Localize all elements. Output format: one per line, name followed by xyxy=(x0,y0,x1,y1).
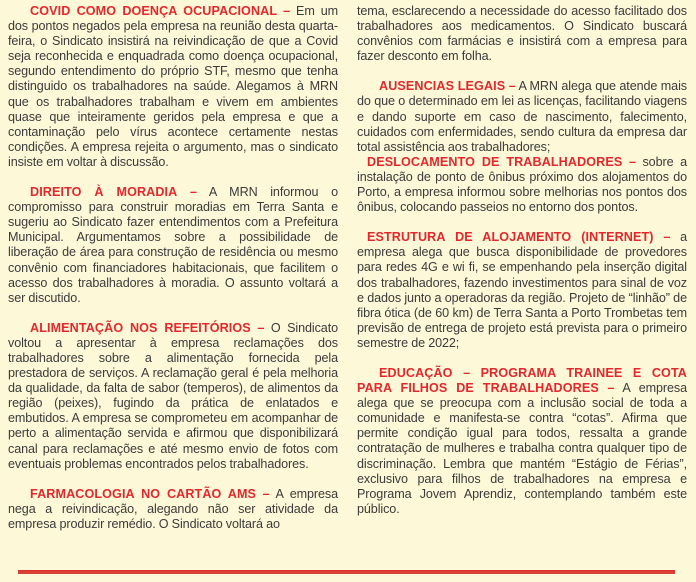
section-body-educacao: A empresa alega que se preocupa com a inclusão social de toda a comunidade e manifesta-se contra “cotas”. Afirma que permite condição igual para todos, ressalta a grande contratação de mulheres e trabalha contra qualquer tipo de discriminação. Lembra que mantém “Estágio de Férias”, exclusivo para filhos de trabalhadores na empresa e Programa Jovem Aprendiz, contemplando também este público. xyxy=(357,381,687,516)
section-gap xyxy=(8,306,338,321)
section-heading-moradia: DIREITO À MORADIA xyxy=(30,185,178,200)
heading-dash: – xyxy=(262,486,270,501)
section-heading-ausencias: AUSENCIAS LEGAIS xyxy=(379,79,506,94)
section-body-covid: Em um dos pontos negados pela empresa na reunião desta quarta-feira, o Sindicato insistirá na reivindicação de que a Covid seja reconhecida e enquadrada como doença ocupacional, segundo entendimento do próprio STF, mesmo que tenha distinguido os trabalhadores na saúde. Alegamos à MRN que os trabalhadores trabalham e vivem em ambientes quase que inteiramente geridos pela empresa e que a contaminação pelo vírus acontece certamente nestas condições. A empresa rejeita o argumento, mas o sindicato insiste em voltar à discussão. xyxy=(8,4,338,169)
section-body-farmacologia: A empresa nega a reivindicação, alegando não ser atividade da empresa produzir remédio. O Sindicato voltará ao xyxy=(8,486,338,531)
section-gap xyxy=(8,472,338,487)
right-column xyxy=(357,4,687,517)
bottom-divider-rule xyxy=(18,570,675,574)
heading-dash: – xyxy=(607,381,615,396)
left-column xyxy=(8,4,338,532)
heading-dash: – xyxy=(628,154,636,169)
section-farmacologia-cartao-ams xyxy=(8,487,338,532)
section-ausencias-legais xyxy=(357,79,687,154)
section-gap xyxy=(8,170,338,185)
section-farmacologia-continuation: tema, esclarecendo a necessidade do acesso facilitado dos trabalhadores aos medicamentos. O Sindicato buscará convênios com farmácias e insistirá com a empresa para fazer desconto em folha. xyxy=(357,4,687,64)
heading-dash: – xyxy=(508,79,516,94)
section-body-estrutura: a empresa alega que busca disponibilidade de provedores para redes 4G e wi fi, se empenhando pela inserção digital dos trabalhadores, fazendo investimentos para sinal de voz e dados junto a operadoras da região. Projeto de “linhão” de fibra ótica (de 60 km) de Terra Santa a Porto Trombetas tem previsão de entrega de projeto está prevista para o primeiro semestre de 2022; xyxy=(357,230,687,350)
section-direito-moradia xyxy=(8,185,338,306)
section-heading-deslocamento: DESLOCAMENTO DE TRABALHADORES xyxy=(367,154,623,169)
section-heading-farmacologia: FARMACOLOGIA NO CARTÃO AMS xyxy=(30,486,257,501)
section-body-moradia: A MRN informou o compromisso para construir moradias em Terra Santa e sugeriu ao Sindicato fazer entendimentos com a Prefeitura Municipal. Argumentamos sobre a possibilidade de liberação de área para construção de residência ou mesmo convênio com financiadores habitacionais, que facilitem o acesso dos trabalhadores à moradia. O assunto voltará a ser discutido. xyxy=(8,185,338,305)
section-body-ausencias: A MRN alega que atende mais do que o determinado em lei as licenças, facilitando viagens e dando suporte em caso de nascimento, falecimento, cuidados com enfermidades, sendo cultura da empresa dar total assistência aos trabalhadores; xyxy=(357,79,687,154)
section-heading-estrutura: ESTRUTURA DE ALOJAMENTO (INTERNET) xyxy=(367,230,654,245)
section-alimentacao-refeitorios xyxy=(8,321,338,472)
section-gap xyxy=(357,64,687,79)
section-heading-covid: COVID COMO DOENÇA OCUPACIONAL xyxy=(30,4,278,18)
heading-dash: – xyxy=(257,320,265,335)
section-deslocamento-trabalhadores xyxy=(357,155,687,215)
section-covid-ocupacional xyxy=(8,4,338,170)
section-gap xyxy=(357,215,687,230)
section-body-alimentacao: O Sindicato voltou a apresentar à empresa reclamações dos trabalhadores sobre a alimentação fornecida pela prestadora de serviços. A reclamação geral é pela melhoria da qualidade, da falta de sabor (temperos), de alimentos da região (peixes), fugindo da prática de enlatados e embutidos. A empresa se comprometeu em acompanhar de perto a alimentação servida e afirmou que disponibilizará canal para reclamações e até mesmo envio de fotos com eventuais problemas encontrados pelos trabalhadores. xyxy=(8,320,338,471)
heading-dash: – xyxy=(663,230,671,245)
section-heading-alimentacao: ALIMENTAÇÃO NOS REFEITÓRIOS xyxy=(30,320,251,335)
section-gap xyxy=(357,351,687,366)
section-heading-educacao: EDUCAÇÃO – PROGRAMA TRAINEE E COTA PARA FILHOS DE TRABALHADORES xyxy=(357,365,687,396)
section-estrutura-alojamento-internet xyxy=(357,230,687,351)
section-body-deslocamento: sobre a instalação de ponto de ônibus próximo dos alojamentos do Porto, a empresa informou sobre melhorias nos pontos dos ônibus, colocando passeios no entorno dos pontos. xyxy=(357,154,687,215)
section-educacao-trainee-cota xyxy=(357,366,687,517)
heading-dash: – xyxy=(283,4,291,18)
heading-dash: – xyxy=(190,185,197,200)
